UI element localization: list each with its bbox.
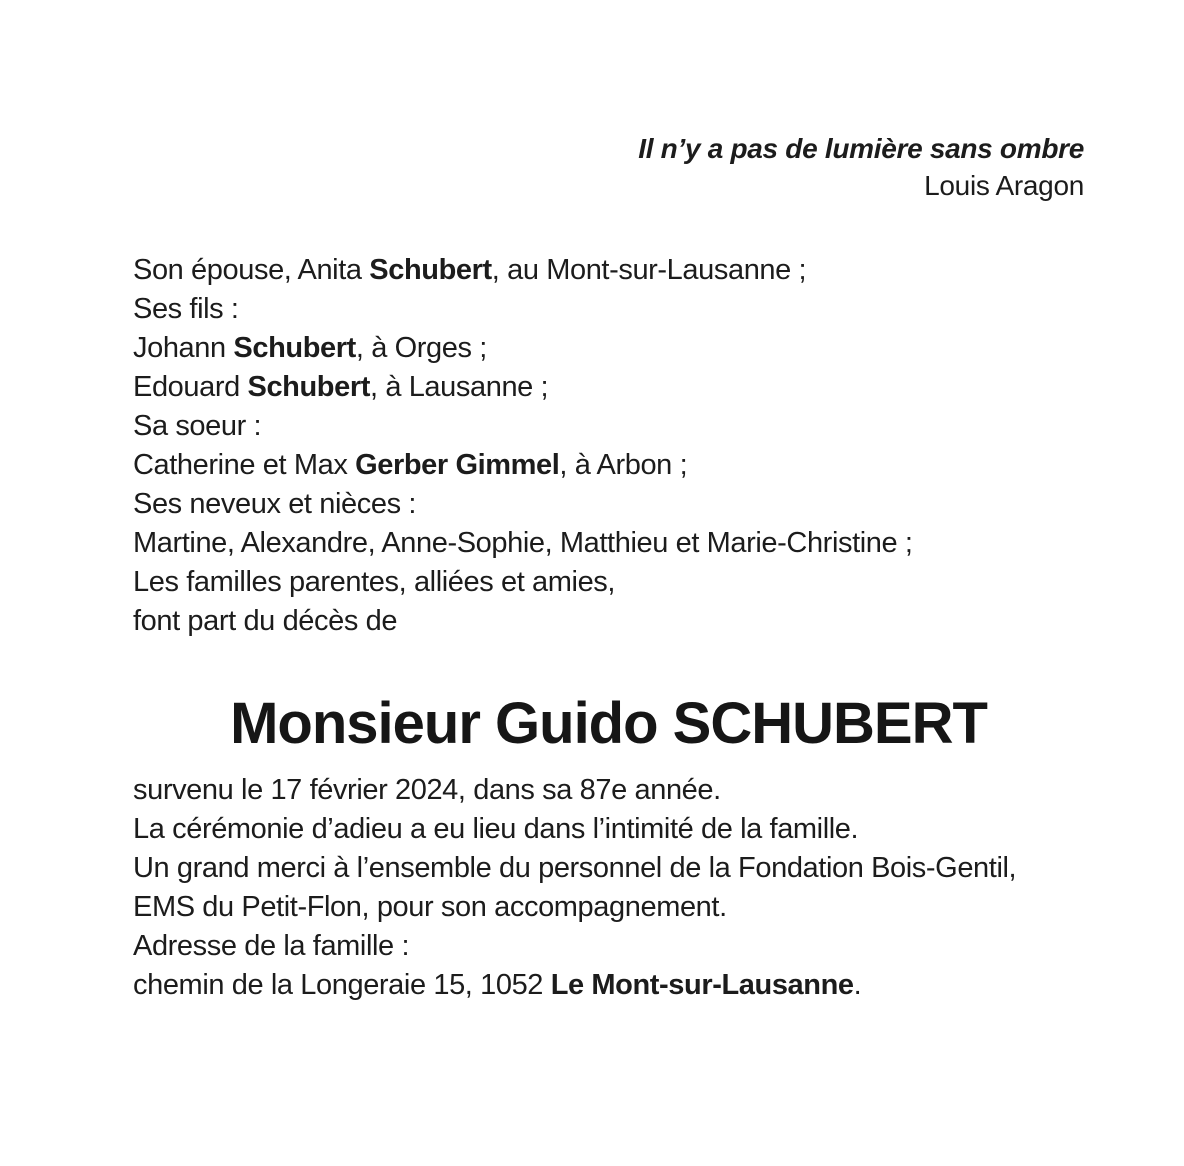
notice-line: Son épouse, Anita Schubert, au Mont-sur-Lausanne ; [133, 254, 807, 286]
notice-line: Catherine et Max Gerber Gimmel, à Arbon ; [133, 449, 688, 481]
notice-line: Johann Schubert, à Orges ; [133, 332, 487, 364]
notice-line: font part du décès de [133, 605, 398, 637]
deceased-name-heading: Monsieur Guido SCHUBERT [230, 691, 987, 756]
notice-line: La cérémonie d’adieu a eu lieu dans l’intimité de la famille. [133, 813, 859, 845]
family-announcement [133, 251, 1084, 641]
notice-line: Ses neveux et nièces : [133, 488, 416, 520]
notice-details [133, 771, 1084, 1005]
epigraph-quote: Il n’y a pas de lumière sans ombre [638, 133, 1084, 164]
notice-line: Adresse de la famille : [133, 930, 410, 962]
epigraph [133, 130, 1084, 204]
notice-line: Les familles parentes, alliées et amies, [133, 566, 616, 598]
notice-line: EMS du Petit-Flon, pour son accompagnement. [133, 891, 727, 923]
notice-line: Un grand merci à l’ensemble du personnel de la Fondation Bois-Gentil, [133, 852, 1017, 884]
notice-line: Ses fils : [133, 293, 239, 325]
epigraph-author: Louis Aragon [924, 170, 1084, 201]
notice-line: survenu le 17 février 2024, dans sa 87e année. [133, 774, 721, 806]
notice-line: chemin de la Longeraie 15, 1052 Le Mont-sur-Lausanne. [133, 969, 862, 1001]
notice-line: Edouard Schubert, à Lausanne ; [133, 371, 549, 403]
notice-line: Sa soeur : [133, 410, 262, 442]
notice-line: Martine, Alexandre, Anne-Sophie, Matthieu et Marie-Christine ; [133, 527, 913, 559]
